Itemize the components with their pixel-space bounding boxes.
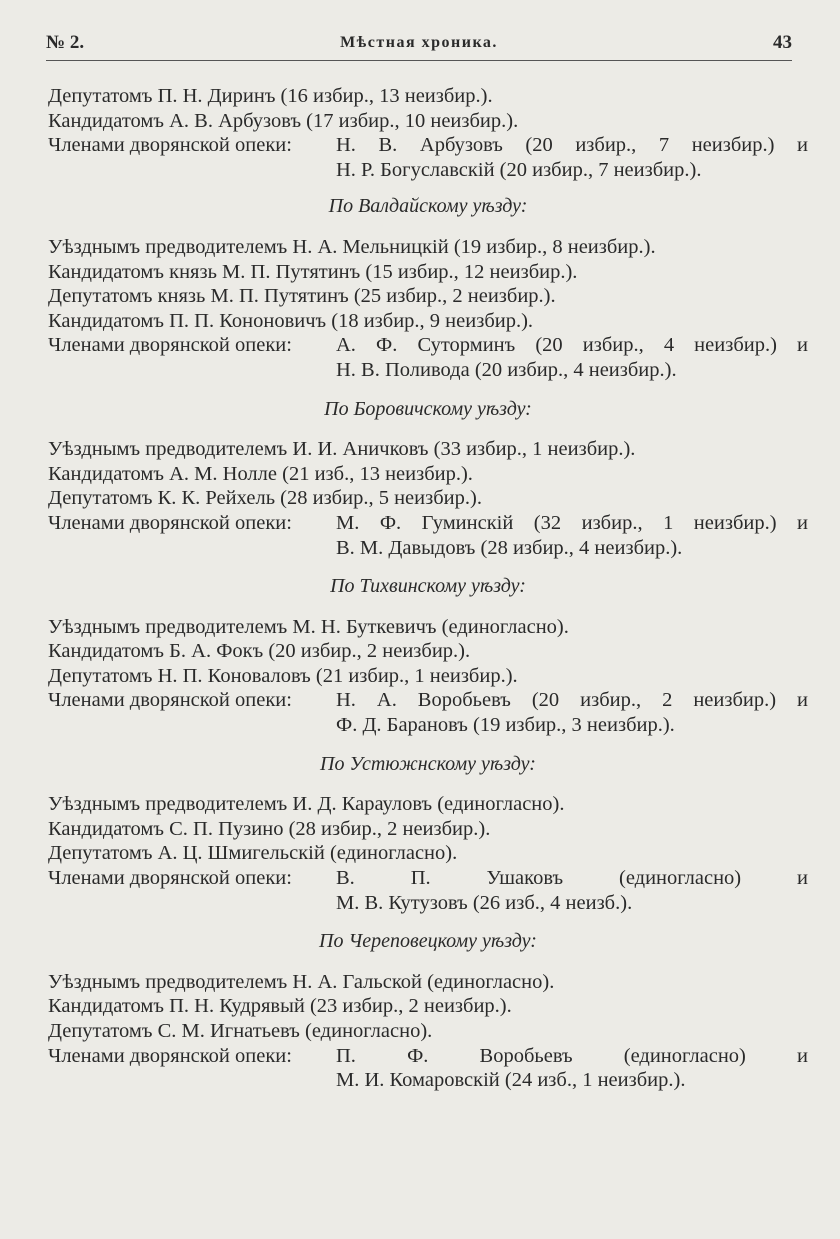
guardianship-line xyxy=(48,511,808,536)
line-label: Членами дворянской опеки: xyxy=(48,867,292,890)
text-line: Кандидатомъ князь М. П. Путятинъ (15 избир., 12 неизбир.). xyxy=(48,260,578,283)
continuation-line: Н. В. Поливода (20 избир., 4 неизбир.). xyxy=(336,358,677,381)
text-line: Уѣзднымъ предводителемъ Н. А. Мельницкій (19 избир., 8 неизбир.). xyxy=(48,235,656,258)
running-title: Мѣстная хроника. xyxy=(340,34,498,51)
text-line: Кандидатомъ С. П. Пузино (28 избир., 2 неизбир.). xyxy=(48,817,491,840)
text-line: Уѣзднымъ предводителемъ М. Н. Буткевичъ (единогласно). xyxy=(48,615,569,638)
text-line: Депутатомъ К. К. Рейхель (28 избир., 5 неизбир.). xyxy=(48,487,482,510)
line-value: М. Ф. Гуминскій (32 избир., 1 неизбир.) и xyxy=(336,511,808,534)
text-line: Кандидатомъ П. Н. Кудрявый (23 избир., 2 неизбир.). xyxy=(48,995,512,1018)
header-rule xyxy=(46,60,792,61)
line-value: П. Ф. Воробьевъ (единогласно) и xyxy=(336,1044,808,1067)
line-value: А. Ф. Суторминъ (20 избир., 4 неизбир.) и xyxy=(336,334,808,357)
continuation-line: М. И. Комаровскій (24 изб., 1 неизбир.). xyxy=(336,1069,686,1092)
continuation-line: Н. Р. Богуславскій (20 избир., 7 неизбир.). xyxy=(336,158,702,181)
text-line: Депутатомъ князь М. П. Путятинъ (25 избир., 2 неизбир.). xyxy=(48,285,556,308)
line-value: Н. В. Арбузовъ (20 избир., 7 неизбир.) и xyxy=(336,134,808,157)
text-line: Депутатомъ Н. П. Коноваловъ (21 избир., 1 неизбир.). xyxy=(48,664,518,687)
text-line: Уѣзднымъ предводителемъ И. И. Аничковъ (33 избир., 1 неизбир.). xyxy=(48,438,636,461)
district-heading: По Череповецкому уѣзду: xyxy=(319,930,537,953)
line-label: Членами дворянской опеки: xyxy=(48,511,292,534)
line-label: Членами дворянской опеки: xyxy=(48,1044,292,1067)
guardianship-line xyxy=(48,133,808,158)
guardianship-line xyxy=(48,688,808,713)
guardianship-line xyxy=(48,333,808,358)
text-line: Уѣзднымъ предводителемъ И. Д. Карауловъ (единогласно). xyxy=(48,793,565,816)
line-label: Членами дворянской опеки: xyxy=(48,334,292,357)
issue-number: № 2. xyxy=(46,32,85,53)
continuation-line: М. В. Кутузовъ (26 изб., 4 неизб.). xyxy=(336,891,633,914)
district-heading: По Устюжнскому уѣзду: xyxy=(320,752,536,775)
line-label: Членами дворянской опеки: xyxy=(48,134,292,157)
text-line: Уѣзднымъ предводителемъ Н. А. Гальской (единогласно). xyxy=(48,970,555,993)
district-heading: По Валдайскому уѣзду: xyxy=(328,195,528,218)
page-header xyxy=(46,32,792,58)
continuation-line: Ф. Д. Барановъ (19 избир., 3 неизбир.). xyxy=(336,714,675,737)
text-line: Кандидатомъ А. В. Арбузовъ (17 избир., 10 неизбир.). xyxy=(48,109,519,132)
continuation-line: В. М. Давыдовъ (28 избир., 4 неизбир.). xyxy=(336,536,683,559)
text-line: Кандидатомъ Б. А. Фокъ (20 избир., 2 неизбир.). xyxy=(48,640,471,663)
document-body xyxy=(48,84,808,1093)
guardianship-line xyxy=(48,1044,808,1069)
district-heading: По Боровичскому уѣзду: xyxy=(324,397,532,420)
text-line: Кандидатомъ А. М. Нолле (21 изб., 13 неизбир.). xyxy=(48,462,473,485)
line-label: Членами дворянской опеки: xyxy=(48,689,292,712)
text-line: Депутатомъ П. Н. Диринъ (16 избир., 13 неизбир.). xyxy=(48,85,493,107)
text-line: Кандидатомъ П. П. Кононовичъ (18 избир., 9 неизбир.). xyxy=(48,309,534,332)
page-number: 43 xyxy=(773,32,792,53)
text-line: Депутатомъ С. М. Игнатьевъ (единогласно). xyxy=(48,1020,433,1042)
district-heading: По Тихвинскому уѣзду: xyxy=(330,575,526,598)
line-value: В. П. Ушаковъ (единогласно) и xyxy=(336,867,808,890)
line-value: Н. А. Воробьевъ (20 избир., 2 неизбир.) и xyxy=(336,689,808,712)
guardianship-line xyxy=(48,866,808,891)
text-line: Депутатомъ А. Ц. Шмигельскій (единогласно). xyxy=(48,842,458,865)
